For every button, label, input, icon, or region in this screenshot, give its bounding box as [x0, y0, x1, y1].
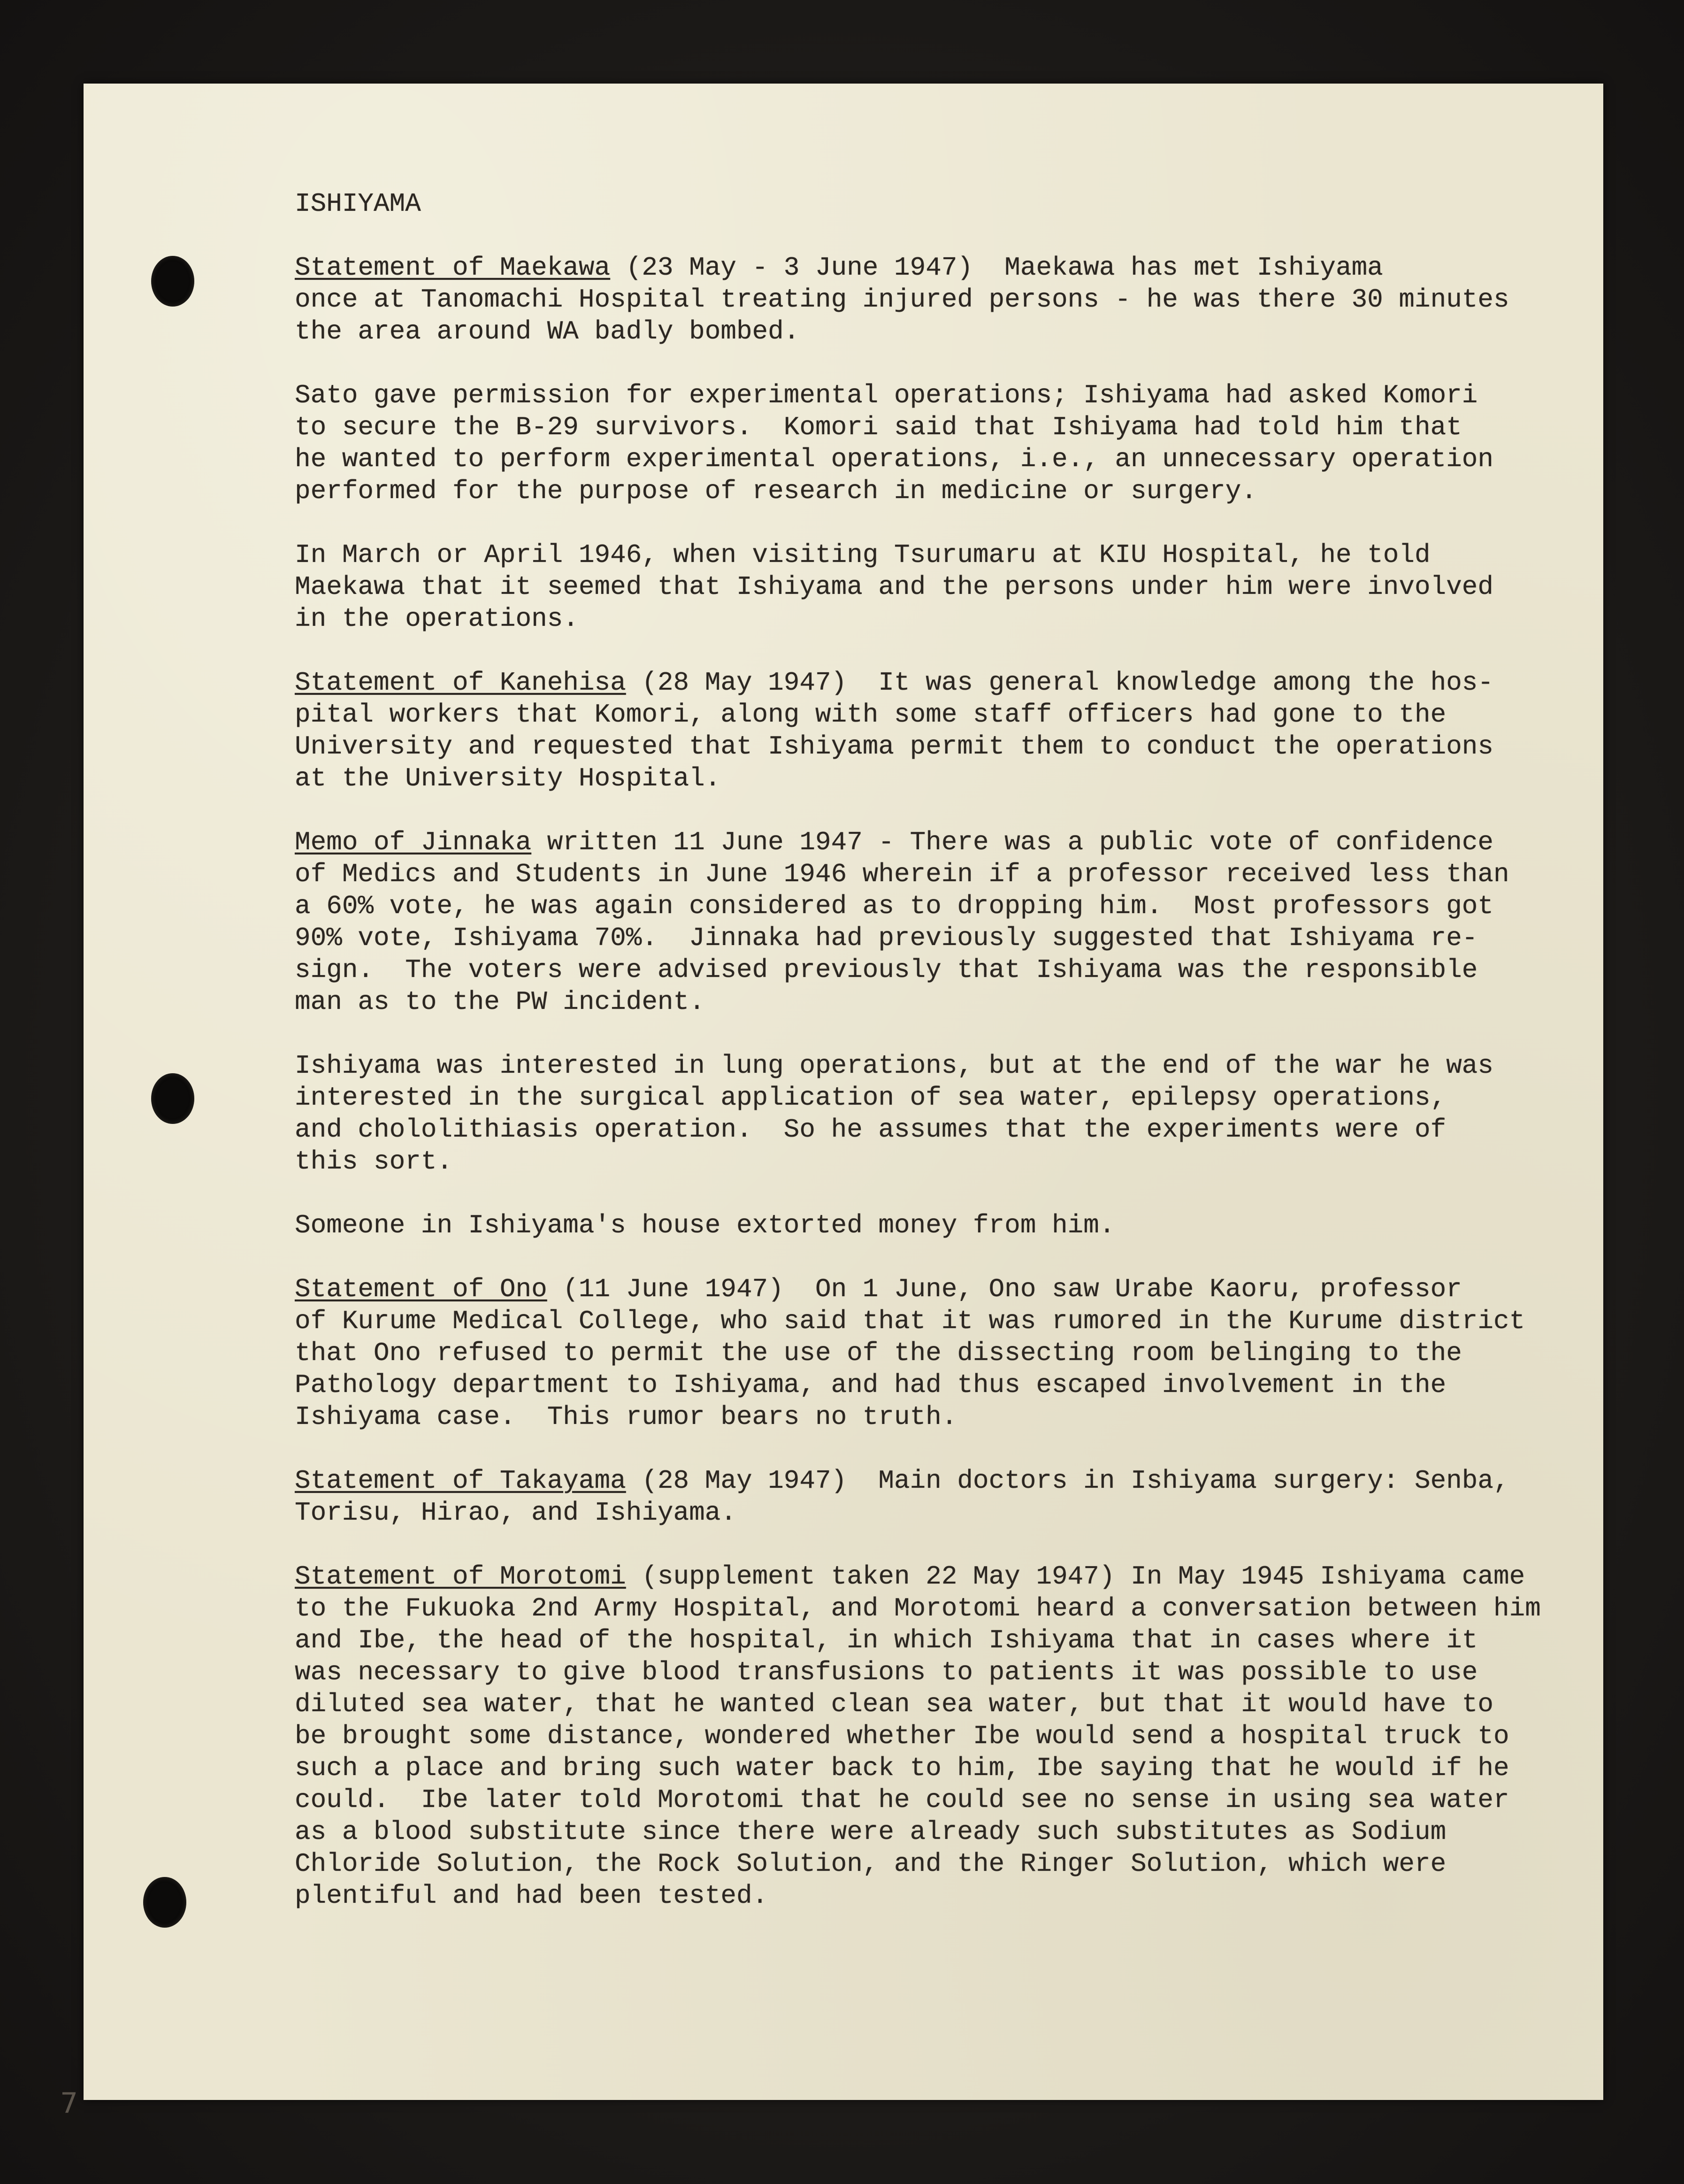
memo-text: of Medics and Students in June 1946 wherein if a professor received less than [295, 859, 1509, 889]
memo-text: Ishiyama case. This rumor bears no truth. [295, 1402, 957, 1432]
memo-text: of Kurume Medical College, who said that it was rumored in the Kurume district [295, 1306, 1525, 1336]
memo-text: to the Fukuoka 2nd Army Hospital, and Morotomi heard a conversation between him [295, 1593, 1541, 1623]
memo-text: Chloride Solution, the Rock Solution, and the Ringer Solution, which were [295, 1849, 1447, 1879]
memo-line [295, 1816, 1571, 1848]
memo-paragraph [295, 252, 1571, 347]
memo-paragraph [295, 1209, 1571, 1241]
memo-text: performed for the purpose of research in medicine or surgery. [295, 476, 1257, 506]
memo-text: (28 May 1947) Main doctors in Ishiyama surgery: Senba, [626, 1466, 1509, 1496]
source-title: Statement of Kanehisa [295, 668, 626, 698]
memo-line [295, 571, 1571, 603]
memo-text: the area around WA badly bombed. [295, 316, 800, 346]
memo-text: (supplement taken 22 May 1947) In May 1945 Ishiyama came [626, 1561, 1525, 1592]
memo-line [295, 475, 1571, 507]
memo-text: man as to the PW incident. [295, 987, 705, 1017]
memo-line [295, 1465, 1571, 1497]
memo-paragraph [295, 667, 1571, 794]
memo-line [295, 1050, 1571, 1082]
memo-line [295, 1880, 1571, 1912]
memo-text: as a blood substitute since there were already such substitutes as Sodium [295, 1817, 1447, 1847]
memo-line [295, 1656, 1571, 1688]
memo-line [295, 1592, 1571, 1624]
memo-line [295, 1688, 1571, 1720]
memo-text: sign. The voters were advised previously that Ishiyama was the responsible [295, 955, 1478, 985]
memo-line [295, 1369, 1571, 1401]
memo-line [295, 699, 1571, 731]
memo-text: Sato gave permission for experimental operations; Ishiyama had asked Komori [295, 380, 1478, 410]
memo-text: and chololithiasis operation. So he assumes that the experiments were of [295, 1115, 1447, 1145]
source-title: Statement of Maekawa [295, 253, 611, 283]
memo-text: diluted sea water, that he wanted clean sea water, but that it would have to [295, 1689, 1494, 1719]
memo-line [295, 252, 1571, 284]
source-title: Statement of Takayama [295, 1466, 626, 1496]
memo-text: Pathology department to Ishiyama, and had thus escaped involvement in the [295, 1370, 1447, 1400]
memo-paragraph [295, 826, 1571, 1018]
memo-paragraph [295, 379, 1571, 507]
memo-text: Torisu, Hirao, and Ishiyama. [295, 1498, 736, 1528]
memo-text: Someone in Ishiyama's house extorted money from him. [295, 1210, 1115, 1240]
memo-text: this sort. [295, 1146, 453, 1177]
memo-text: Maekawa that it seemed that Ishiyama and the persons under him were involved [295, 572, 1494, 602]
memo-line [295, 667, 1571, 699]
memo-text: that Ono refused to permit the use of the dissecting room belinging to the [295, 1338, 1462, 1368]
memo-text: University and requested that Ishiyama permit them to conduct the operations [295, 731, 1494, 761]
memo-text: he wanted to perform experimental operations, i.e., an unnecessary operation [295, 444, 1494, 474]
punch-hole [151, 1073, 194, 1124]
memo-paragraph [295, 539, 1571, 635]
memo-text: in the operations. [295, 604, 579, 634]
memo-line [295, 922, 1571, 954]
memo-paragraph [295, 1273, 1571, 1433]
memo-paragraph [295, 1050, 1571, 1177]
memo-text: (11 June 1947) On 1 June, Ono saw Urabe Kaoru, professor [547, 1274, 1462, 1304]
memo-line [295, 1337, 1571, 1369]
memo-text: could. Ibe later told Morotomi that he could see no sense in using sea water [295, 1785, 1509, 1815]
memo-text: be brought some distance, wondered whether Ibe would send a hospital truck to [295, 1721, 1509, 1751]
memo-line [295, 1848, 1571, 1880]
memo-paragraph [295, 1465, 1571, 1529]
memo-line [295, 731, 1571, 762]
memo-body [295, 252, 1571, 1912]
memo-text: (28 May 1947) It was general knowledge among the hos- [626, 668, 1494, 698]
memo-line [295, 1752, 1571, 1784]
memo-line [295, 1305, 1571, 1337]
memo-line [295, 954, 1571, 986]
memo-line [295, 986, 1571, 1018]
memo-text: to secure the B-29 survivors. Komori said that Ishiyama had told him that [295, 412, 1462, 442]
memo-line [295, 1720, 1571, 1752]
memo-line [295, 826, 1571, 858]
source-title: Statement of Morotomi [295, 1561, 626, 1592]
corner-mark: 7 [60, 2087, 78, 2120]
memo-line [295, 1497, 1571, 1529]
memo-text: at the University Hospital. [295, 763, 721, 793]
memo-line [295, 890, 1571, 922]
memo-line [295, 1624, 1571, 1656]
memo-line [295, 379, 1571, 411]
source-title: Memo of Jinnaka [295, 827, 532, 857]
memo-line [295, 1784, 1571, 1816]
memo-text: such a place and bring such water back to him, Ibe saying that he would if he [295, 1753, 1509, 1783]
memo-text: In March or April 1946, when visiting Tsurumaru at KIU Hospital, he told [295, 540, 1431, 570]
memo-line [295, 539, 1571, 571]
memo-text: 90% vote, Ishiyama 70%. Jinnaka had previously suggested that Ishiyama re- [295, 923, 1478, 953]
memo-line [295, 1209, 1571, 1241]
memo-line [295, 411, 1571, 443]
punch-hole [151, 256, 194, 307]
memo-line [295, 1146, 1571, 1177]
memo-line [295, 1082, 1571, 1114]
memo-text: pital workers that Komori, along with some staff officers had gone to the [295, 700, 1447, 730]
memo-line [295, 1561, 1571, 1592]
memo-text: (23 May - 3 June 1947) Maekawa has met Ishiyama [610, 253, 1383, 283]
memo-text: and Ibe, the head of the hospital, in which Ishiyama that in cases where it [295, 1625, 1478, 1655]
memo-line [295, 443, 1571, 475]
memo-line [295, 1114, 1571, 1146]
memo-line [295, 284, 1571, 315]
memo-line [295, 762, 1571, 794]
memo-text: once at Tanomachi Hospital treating injured persons - he was there 30 minutes [295, 285, 1509, 315]
memo-line [295, 1273, 1571, 1305]
memo-text: a 60% vote, he was again considered as to dropping him. Most professors got [295, 891, 1494, 921]
page-title: ISHIYAMA [295, 189, 421, 219]
memo-paragraph [295, 1561, 1571, 1912]
punch-hole [143, 1877, 186, 1928]
memo-text: Ishiyama was interested in lung operations, but at the end of the war he was [295, 1051, 1494, 1081]
memo-line [295, 603, 1571, 635]
memo-line [295, 315, 1571, 347]
typed-memo [295, 188, 1571, 1944]
memo-text: written 11 June 1947 - There was a public vote of confidence [531, 827, 1494, 857]
source-title: Statement of Ono [295, 1274, 547, 1304]
memo-text: was necessary to give blood transfusions to patients it was possible to use [295, 1657, 1478, 1687]
memo-text: interested in the surgical application of sea water, epilepsy operations, [295, 1083, 1447, 1113]
memo-line [295, 1401, 1571, 1433]
memo-text: plentiful and had been tested. [295, 1881, 768, 1911]
memo-line [295, 858, 1571, 890]
